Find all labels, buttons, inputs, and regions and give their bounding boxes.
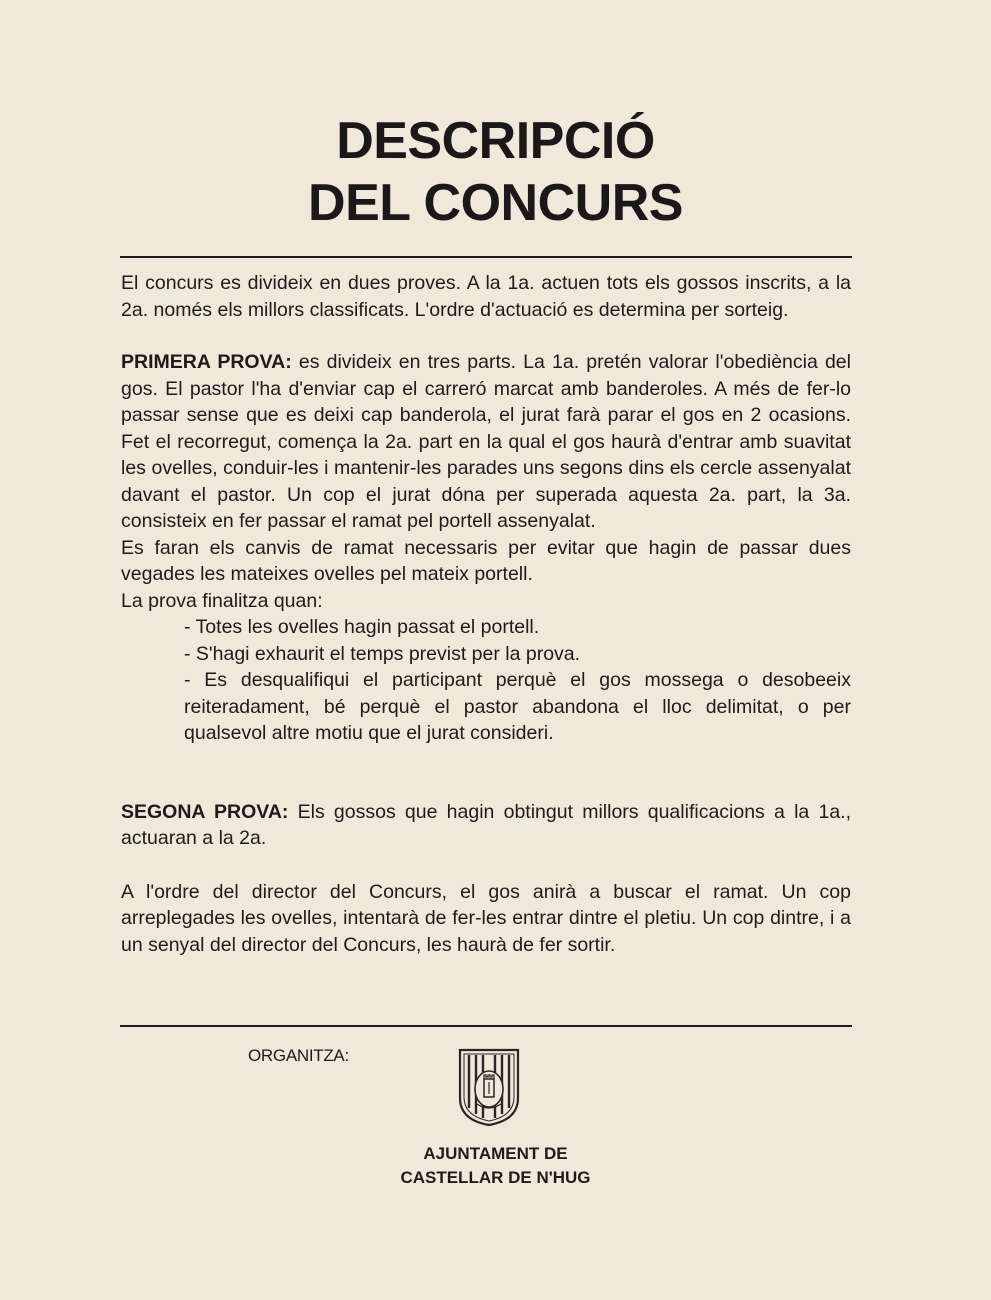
primera-prova-paragraph [121,349,851,535]
top-divider [120,256,852,258]
bottom-divider [120,1025,852,1027]
description-body [121,270,851,958]
page-title [0,110,991,234]
list-item: - Es desqualifiqui el participant perquè el gos mossega o desobeeix reiteradament, bé perquè el pastor abandona el lloc delimitat, o per qualsevol altre motiu que el jurat consideri. [184,669,851,744]
primera-prova-text: es divideix en tres parts. La 1a. pretén valorar l'obediència del gos. El pastor l'ha d'enviar cap el carreró marcat amb banderoles. A més de fer-lo passar sense que es deixi cap banderola, el jurat farà parar el gos en 2 ocasions. Fet el recorregut, comença la 2a. part en la qual el gos haurà d'entrar amb suavitat les ovelles, conduir-les i mantenir-les parades uns segons dins els cercle assenyalat davant el pastor. Un cop el jurat dóna per superada aquesta 2a. part, la 3a. consisteix en fer passar el ramat pel portell assenyalat. [121,351,851,532]
segona-prova-label: SEGONA PROVA: [121,800,289,823]
ordre-paragraph: A l'ordre del director del Concurs, el gos anirà a buscar el ramat. Un cop arreplegades les ovelles, intentarà de fer-les entrar dintre el pletiu. Un cop dintre, i a un senyal del director del Concurs, les haurà de fer sortir. [121,880,851,956]
list-item: - S'hagi exhaurit el temps previst per la prova. [184,642,581,665]
intro-paragraph: El concurs es divideix en dues proves. A la 1a. actuen tots els gossos inscrits, a la 2a. només els millors classificats. L'ordre d'actuació es determina per sorteig. [121,272,851,321]
primera-prova-label: PRIMERA PROVA: [121,351,292,373]
title-line-2: DEL CONCURS [308,174,683,232]
organizer-name [0,1142,991,1190]
title-line-1: DESCRIPCIÓ [336,112,655,170]
finalitza-paragraph: La prova finalitza quan: [121,589,323,612]
segona-prova-text: Els gossos que hagin obtingut millors qualificacions a la 1a., actuaran a la 2a. [121,800,851,849]
coat-of-arms-icon [456,1046,522,1128]
organizer-line-2: CASTELLAR DE N'HUG [400,1168,591,1187]
organizer-line-1: AJUNTAMENT DE [423,1144,568,1163]
segona-prova-paragraph [121,799,851,852]
organitza-label: ORGANITZA: [248,1046,349,1065]
list-item: - Totes les ovelles hagin passat el portell. [184,616,540,638]
canvis-paragraph: Es faran els canvis de ramat necessaris per evitar que hagin de passar dues vegades les mateixes ovelles pel mateix portell. [121,536,851,585]
